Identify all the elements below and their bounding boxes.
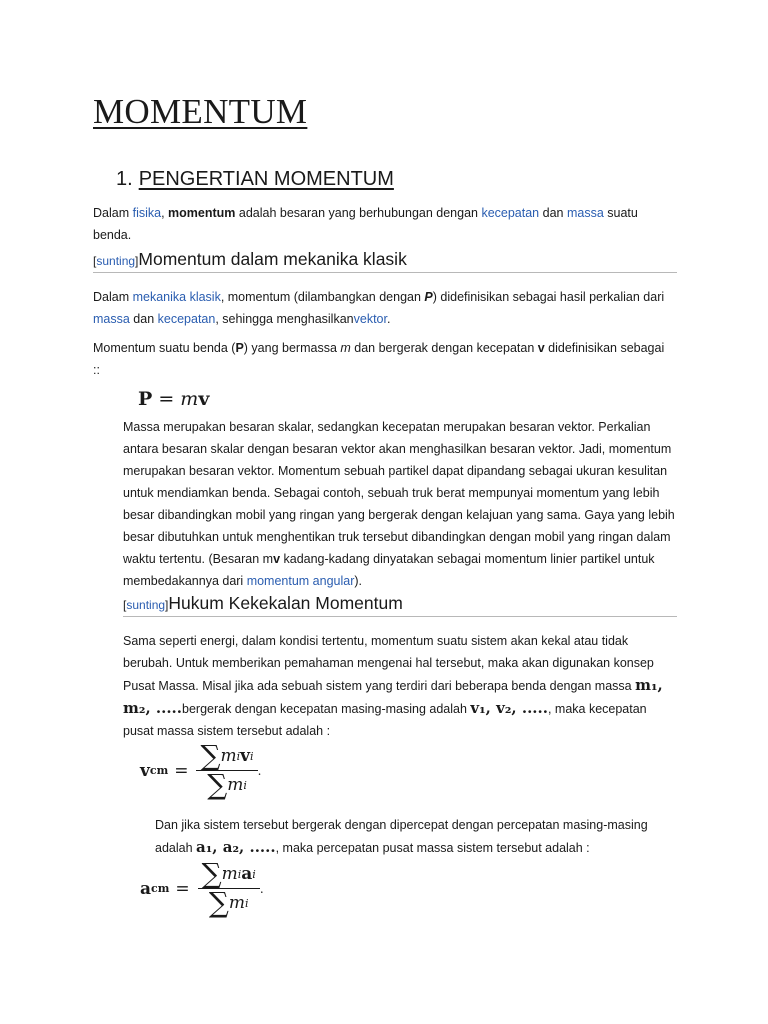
formula-v: v [198,388,210,410]
edit-section-link [93,254,138,268]
text: ) didefinisikan sebagai hasil perkalian dari [432,290,665,304]
fraction-numerator [198,857,260,890]
acceleration-list: a₁, a₂, ..... [196,838,276,856]
heading-text: Momentum dalam mekanika klasik [138,249,407,269]
index-i: i [243,778,247,792]
hukum-paragraph-1 [123,630,677,742]
text: dan [129,312,158,326]
section-label: PENGERTIAN MOMENTUM [138,168,394,190]
intro-paragraph [93,202,673,246]
section-heading-pengertian [116,168,394,191]
symbol-m: m [228,893,245,913]
sum-sign: ∑ [200,739,221,772]
formula-lhs: P [138,388,153,410]
sum-sign: ∑ [201,857,222,890]
klasik-paragraph-1 [93,286,673,330]
link-kecepatan[interactable]: kecepatan [481,206,540,220]
formula-lhs-sub: cm [151,882,170,895]
text: suatu benda. [93,206,638,242]
link-vektor[interactable]: vektor [353,312,387,326]
formula-lhs: a [140,878,152,899]
page-title: MOMENTUM [93,92,308,131]
period: . [259,881,264,896]
link-momentum-angular[interactable]: momentum angular [246,574,355,588]
index-i: i [252,867,256,881]
link-massa[interactable]: massa [566,206,604,220]
klasik-paragraph-2 [93,337,673,381]
period: . [257,763,262,778]
index-i: i [245,896,249,910]
text: , maka kecepatan pusat massa sistem tersebut adalah : [123,702,647,738]
text: kadang-kadang dinyatakan sebagai momentum linier partikel untuk membedakannya dari [123,552,655,588]
text: dan [539,206,567,220]
bracket: [ [123,598,127,612]
symbol-a: a [241,864,253,884]
symbol-p-bold: P [235,341,244,355]
heading-text: Hukum Kekekalan Momentum [168,593,403,613]
text: dan bergerak dengan kecepatan [350,341,538,355]
index-i: i [236,749,241,763]
symbol-v-bold: v [537,341,545,355]
heading-mekanika-klasik [93,248,677,273]
text: Dan jika sistem tersebut bergerak dengan dipercepat dengan percepatan masing-masing adalah [155,818,648,855]
bracket: [ [93,254,97,268]
mass-list: m₁, m₂, ..... [123,676,663,717]
text: Dalam [93,206,133,220]
text: . [386,312,391,326]
text: ) yang bermassa [243,341,341,355]
formula-vcm [140,739,262,801]
bracket: ] [165,598,169,612]
text: , momentum (dilambangkan dengan [220,290,425,304]
bracket: ] [135,254,139,268]
link-kecepatan-2[interactable]: kecepatan [157,312,216,326]
link-fisika[interactable]: fisika [132,206,162,220]
formula-eq: = [175,878,190,899]
link-massa-2[interactable]: massa [93,312,130,326]
formula-fraction [196,739,257,801]
term-momentum: momentum [168,206,236,220]
text: Momentum suatu benda ( [93,341,236,355]
text: Sama seperti energi, dalam kondisi tertentu, momentum suatu sistem akan kekal atau tidak berubah. Untuk memberikan pemahaman mengenai hal tersebut, maka akan digunakan konsep Pusat Massa. Misal jika ada sebuah sistem yang terdiri dari beberapa benda dengan massa [123,634,654,693]
text: bergerak dengan kecepatan masing-masing adalah [182,702,471,716]
text: , sehingga menghasilkan [215,312,354,326]
text: Massa merupakan besaran skalar, sedangkan kecepatan merupakan besaran vektor. Perkalian antara besaran skalar dengan besaran vektor akan menghasilkan besaran vektor. Jadi, momentum merupakan besaran vektor. Momentum sebuah partikel dapat dipandang sebagai ukuran kesulitan untuk mendiamkan benda. Sebagai contoh, sebuah truk berat mempunyai momentum yang lebih besar dibandingkan mobil yang ringan yang bergerak dengan kelajuan yang sama. Gaya yang lebih besar dibutuhkan untuk menghentikan truk tersebut dibandingkan dengan mobil yang ringan dalam waktu tertentu. (Besaran m [123,420,675,566]
symbol-m: m [221,864,238,884]
text: , maka percepatan pusat massa sistem tersebut adalah : [275,841,590,855]
formula-fraction [198,857,260,919]
edit-link[interactable]: sunting [126,598,166,612]
text: , [161,206,169,220]
text: Dalam [93,290,133,304]
hukum-paragraph-2 [155,814,675,859]
klasik-paragraph-3 [123,416,677,592]
symbol-m: m [220,746,237,766]
text: adalah besaran yang berhubungan dengan [235,206,482,220]
symbol-v: v [240,746,251,766]
symbol-m: m [340,341,351,355]
formula-eq: = [174,760,189,781]
index-i: i [250,749,254,763]
formula-lhs: v [140,760,150,781]
text: ). [354,574,363,588]
fraction-denominator [205,886,253,919]
formula-acm [140,857,264,919]
fraction-numerator [196,739,257,772]
formula-p-equals-mv [138,388,209,410]
index-i: i [237,867,242,881]
link-mekanika-klasik[interactable]: mekanika klasik [132,290,221,304]
symbol-v-bold: v [273,552,281,566]
text: didefinisikan sebagai :: [93,341,665,377]
formula-lhs-sub: cm [149,764,169,777]
section-number: 1. [116,168,133,190]
sum-sign: ∑ [208,886,229,919]
edit-link[interactable]: sunting [96,254,136,268]
sum-sign: ∑ [207,768,228,801]
formula-eq: = [152,388,181,410]
fraction-denominator [203,768,251,801]
symbol-p: P [424,290,433,304]
edit-section-link [123,598,168,612]
heading-hukum-kekekalan [123,592,677,617]
velocity-list: v₁, v₂, ..... [470,699,548,717]
formula-m: m [180,388,199,410]
symbol-m: m [227,775,244,795]
